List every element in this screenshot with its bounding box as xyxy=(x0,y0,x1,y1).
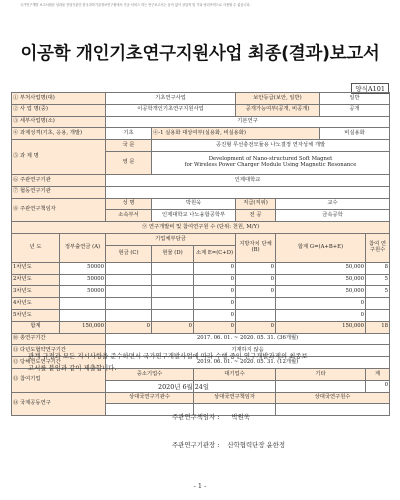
form-row-pi-name xyxy=(12,198,390,210)
intl-pi-header: 상대국연구책임자 xyxy=(194,392,276,404)
form-row-subprogram xyxy=(12,116,390,128)
year-label: 4차년도 xyxy=(12,298,60,310)
total-value: 50,000 xyxy=(276,274,366,286)
task-title-label: ⑤ 과 제 명 xyxy=(12,140,106,175)
companies-label: ⑬ 참여기업 xyxy=(12,368,106,392)
local-value: 0 xyxy=(236,274,276,286)
year-label: 1차년도 xyxy=(12,262,60,274)
project-label: ② 사 업 명(중) xyxy=(12,104,106,116)
subtotal-value: 0 xyxy=(194,309,236,321)
pi-rank-label: 직급(직위) xyxy=(236,198,276,210)
current-period-label: ⑫ 당해연도연구기간 xyxy=(12,357,106,369)
kor-label: 국 문 xyxy=(106,140,152,152)
intl-researchers-value xyxy=(276,404,390,416)
subprogram-label: ③ 세부사업명(소) xyxy=(12,116,106,128)
submission-date: 2020년 6월 24일 xyxy=(158,383,210,391)
form-row-lead-institution xyxy=(12,174,390,186)
other-count-value xyxy=(276,380,366,392)
open-value: 공개 xyxy=(320,104,390,116)
pi-dept-value: 인제대학교 나노융합공학부 xyxy=(152,210,236,222)
form-row-program xyxy=(12,93,390,105)
inkind-value xyxy=(152,274,194,286)
subtotal-value: 0 xyxy=(194,298,236,310)
practical-label: ④-1 실용화 대상여부(실용화, 비실용화) xyxy=(152,128,320,140)
sum-gov: 150,000 xyxy=(60,321,106,333)
subtotal-value: 0 xyxy=(194,274,236,286)
total-count-value: 0 xyxy=(366,380,390,392)
task-title-eng-line2: for Wireless Power Charger Module Using Magnetic Resonance xyxy=(184,161,357,168)
multi-period-value: 기재하지 않음 xyxy=(106,345,390,357)
form-row-intl-header xyxy=(12,392,390,404)
intl-researchers-header: 상대국연구원수 xyxy=(276,392,390,404)
budget-row xyxy=(12,298,390,310)
pi-rank-value: 교수 xyxy=(276,198,390,210)
local-value: 0 xyxy=(236,262,276,274)
cash-value xyxy=(106,298,152,310)
sum-researchers: 18 xyxy=(366,321,390,333)
budget-header-row-1 xyxy=(12,233,390,245)
pi-dept-label: 소속부서 xyxy=(106,210,152,222)
pi-major-value: 금속공학 xyxy=(276,210,390,222)
researchers-value: 8 xyxy=(366,262,390,274)
researchers-header: 참여 연구원수 xyxy=(366,233,390,262)
form-row-period xyxy=(12,333,390,345)
task-title-eng-line1: Development of Nano-structured Soft Magnet xyxy=(208,156,333,163)
cash-value xyxy=(106,286,152,298)
form-row-nature xyxy=(12,128,390,140)
gov-value xyxy=(60,298,106,310)
program-value: 기초연구사업 xyxy=(106,93,236,105)
page-number: - 1 - xyxy=(193,482,207,490)
year-label: 5차년도 xyxy=(12,309,60,321)
lead-institution-value: 인제대학교 xyxy=(106,174,390,186)
task-title-eng xyxy=(152,151,390,174)
coop-institution-value xyxy=(106,186,390,198)
form-row-project xyxy=(12,104,390,116)
cash-value xyxy=(106,262,152,274)
coop-institution-label: ⑦ 협동연구기관 xyxy=(12,186,106,198)
total-count-header: 계 xyxy=(366,368,390,380)
gov-value: 50000 xyxy=(60,286,106,298)
inkind-value xyxy=(152,298,194,310)
inkind-header: 현물 (D) xyxy=(152,245,194,262)
budget-row xyxy=(12,262,390,274)
subtotal-value: 0 xyxy=(194,286,236,298)
form-row-coop-institution xyxy=(12,186,390,198)
local-value: 0 xyxy=(236,286,276,298)
current-period-value: 2019. 06. 01. ~ 2020. 05. 31. (12개월) xyxy=(106,357,390,369)
lead-institution-label: ⑥ 주관연구기관 xyxy=(12,174,106,186)
sum-total: 150,000 xyxy=(276,321,366,333)
sum-cash: 0 xyxy=(106,321,152,333)
researchers-value: 5 xyxy=(366,274,390,286)
inkind-value xyxy=(152,309,194,321)
security-value: 일반 xyxy=(320,93,390,105)
pi-signature-name: 박원욱 xyxy=(231,413,250,421)
project-value: 이공학개인기초연구지원사업 xyxy=(106,104,236,116)
multi-period-label: ⑪ 다년도협약연구기간 xyxy=(12,345,106,357)
budget-sum-row xyxy=(12,321,390,333)
gov-value: 50000 xyxy=(60,262,106,274)
subprogram-value: 기본연구 xyxy=(106,116,390,128)
pi-name-label: 성 명 xyxy=(106,198,152,210)
budget-title-row xyxy=(12,222,390,234)
large-count-header: 대기업수 xyxy=(194,368,276,380)
open-label: 공개가능여부(공개, 비공개) xyxy=(236,104,320,116)
task-title-kor: 공진형 무선충전모듈용 나노결정 연자성체 개발 xyxy=(152,140,390,152)
intl-institutions-header: 상대국연구기관수 xyxy=(106,392,194,404)
local-value xyxy=(236,298,276,310)
total-header: 합계 G=(A+B+E) xyxy=(276,233,366,262)
year-header: 년 도 xyxy=(12,233,60,262)
nature-value: 기초 xyxy=(106,128,152,140)
statement-line-1: 관계 규정과 모든 지시사항을 준수하면서 국가연구개발사업에 따라 수행 중인 연구개발과제의 최종보 xyxy=(28,352,308,360)
pi-name-value: 박원욱 xyxy=(152,198,236,210)
program-label: ① 부처사업명(대) xyxy=(12,93,106,105)
sum-inkind: 0 xyxy=(152,321,194,333)
researchers-value xyxy=(366,298,390,310)
sum-local: 0 xyxy=(236,321,276,333)
page-title: 이공학 개인기초연구지원사업 최종(결과)보고서 xyxy=(20,44,380,64)
budget-row xyxy=(12,309,390,321)
sum-subtotal: 0 xyxy=(194,321,236,333)
researchers-value xyxy=(366,309,390,321)
pi-signature-label: 주관연구책임자 : xyxy=(172,413,220,421)
budget-row xyxy=(12,286,390,298)
gov-header: 정부출연금 (A) xyxy=(60,233,106,262)
eng-label: 영 문 xyxy=(106,151,152,174)
cash-value xyxy=(106,274,152,286)
pi-major-label: 전 공 xyxy=(236,210,276,222)
pi-signature xyxy=(172,412,250,421)
researchers-value: 5 xyxy=(366,286,390,298)
period-value: 2017. 06. 01. ~ 2020. 05. 31. (36개월) xyxy=(106,333,390,345)
intl-label: ⑭ 국제공동연구 xyxy=(12,392,106,416)
total-value: 0 xyxy=(276,309,366,321)
year-label: 2차년도 xyxy=(12,274,60,286)
budget-title: ⑨ 연구개발비 및 참여연구원 수 (단위: 천원, M/Y) xyxy=(12,222,390,234)
local-value xyxy=(236,309,276,321)
head-signature xyxy=(172,440,285,449)
company-group-header: 기업체부담금 xyxy=(106,233,236,245)
sme-count-header: 중소기업수 xyxy=(106,368,194,380)
gov-value: 50000 xyxy=(60,274,106,286)
total-value: 50,000 xyxy=(276,262,366,274)
total-value: 0 xyxy=(276,298,366,310)
practical-value: 비실용화 xyxy=(320,128,390,140)
period-label: ⑩ 총연구기간 xyxy=(12,333,106,345)
form-row-title-kor xyxy=(12,140,390,152)
nature-label: ④ 과제성격(기초, 응용, 개발) xyxy=(12,128,106,140)
submission-statement xyxy=(28,351,378,374)
inkind-value xyxy=(152,286,194,298)
cash-header: 현금 (C) xyxy=(106,245,152,262)
year-label: 3차년도 xyxy=(12,286,60,298)
form-code-badge: 양식A101 xyxy=(351,83,389,94)
inkind-value xyxy=(152,262,194,274)
total-value: 50,000 xyxy=(276,286,366,298)
sum-label: 합계 xyxy=(12,321,60,333)
other-count-header: 기타 xyxy=(276,368,366,380)
statement-line-2: 고서를 붙임과 같이 제출합니다. xyxy=(28,363,117,372)
head-signature-name: 산학협력단장 윤한정 xyxy=(227,441,286,449)
gov-value xyxy=(60,309,106,321)
local-header: 지방자치 단체 (B) xyxy=(236,233,276,262)
head-signature-label: 주관연구기관장 : xyxy=(172,441,220,449)
subtotal-header: 소계 E=(C+D) xyxy=(194,245,236,262)
security-label: 보안등급(보안, 일반) xyxy=(236,93,320,105)
budget-row xyxy=(12,274,390,286)
disclaimer-text: 국가연구개발 보고서원문 성과물 전담기관인 한국과학기술정보연구원에서 가공·서비스 하는 연구보고서는 동의 없이 상업적 및 기타 영리목적으로 사용할 수 없습니다. xyxy=(20,3,251,7)
pi-label: ⑧ 주관연구책임자 xyxy=(12,198,106,222)
subtotal-value: 0 xyxy=(194,262,236,274)
cash-value xyxy=(106,309,152,321)
